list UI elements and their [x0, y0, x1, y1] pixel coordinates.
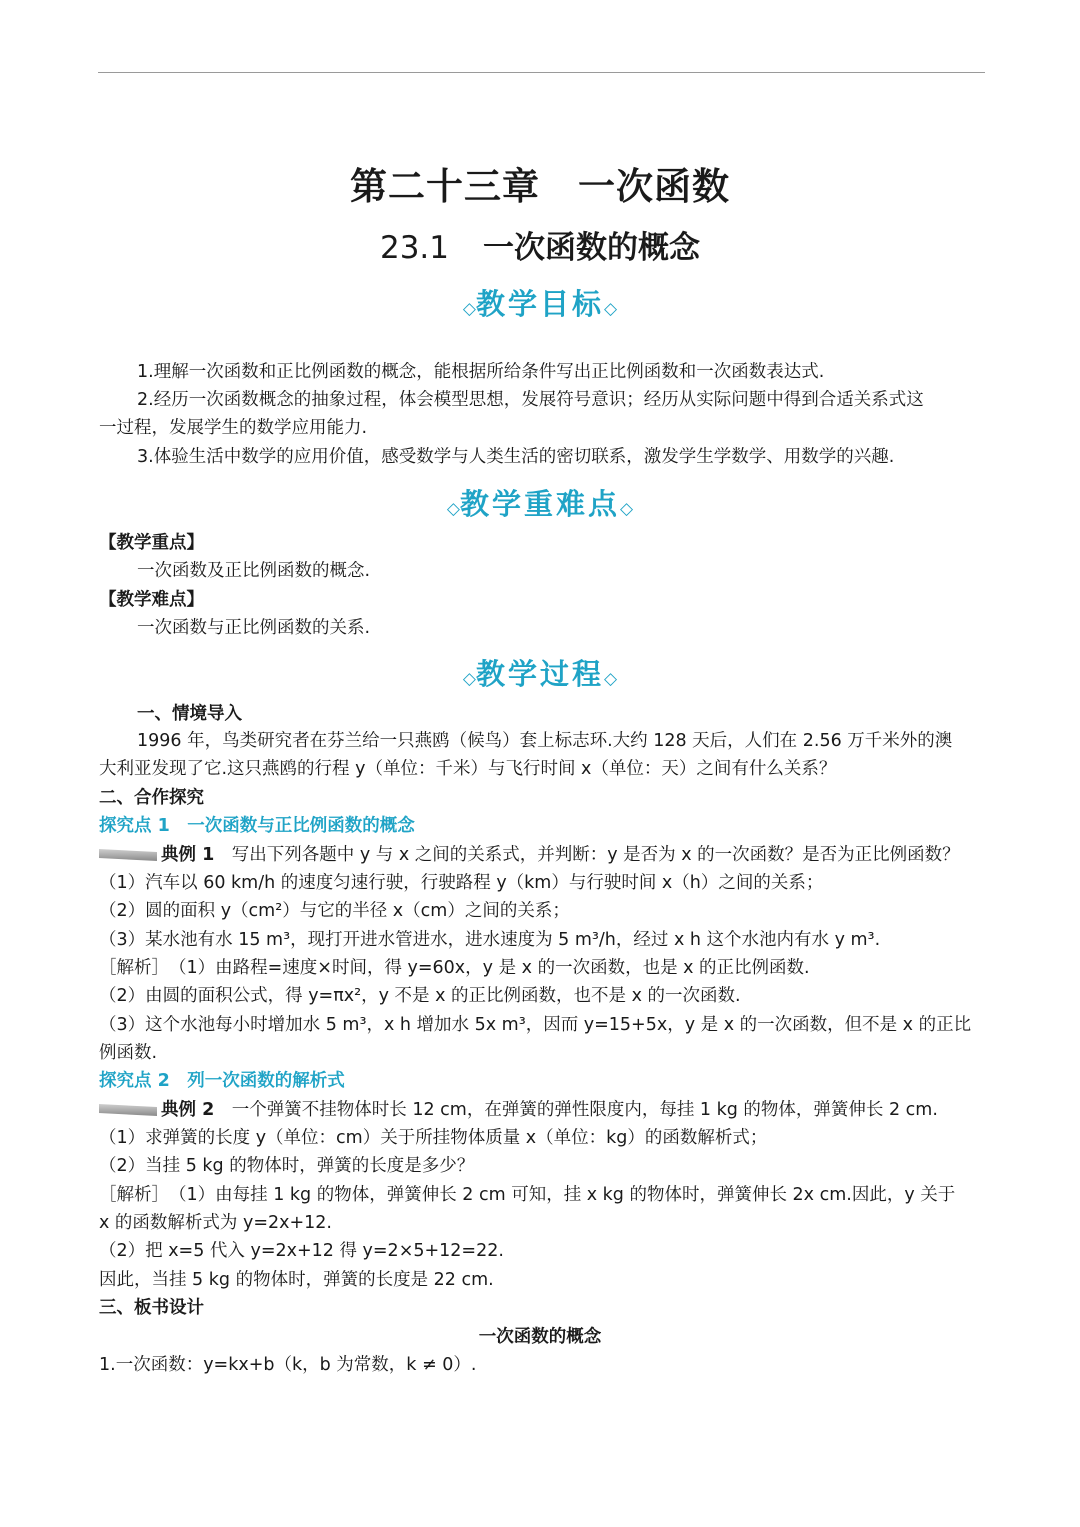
- diamond-icon: ◇: [462, 669, 476, 689]
- diamond-icon: ◇: [446, 499, 460, 519]
- example1-solution-3: （3）这个水池每小时增加水 5 m³，x h 增加水 5x m³，因而 y=15+5x，y 是 x 的一次函数，但不是 x 的正比: [99, 1015, 972, 1035]
- key-point-text: 一次函数及正比例函数的概念.: [137, 561, 371, 581]
- example1-solution-2: （2）由圆的面积公式，得 y=πx²，y 不是 x 的正比例函数，也不是 x 的一次函数.: [99, 986, 741, 1006]
- header-rule: [98, 72, 985, 73]
- part1-line2: 大利亚发现了它.这只燕鸥的行程 y（单位：千米）与飞行时间 x（单位：天）之间有什么关系？: [99, 759, 837, 779]
- example1-solution-1: ［解析］ （1）由路程=速度×时间，得 y=60x，y 是 x 的一次函数，也是 x 的正比例函数.: [99, 958, 810, 978]
- section-name: 一次函数的概念: [483, 230, 701, 266]
- objective-3: 3.体验生活中数学的应用价值，感受数学与人类生活的密切联系，激发学生学数学、用数学的兴趣.: [137, 447, 895, 467]
- part1-heading: 一、情境导入: [137, 704, 242, 724]
- example1-line: [99, 841, 960, 869]
- objective-2: 2.经历一次函数概念的抽象过程，体会模型思想，发展符号意识；经历从实际问题中得到合适关系式这: [137, 390, 924, 410]
- example1-solution-4: 例函数.: [99, 1043, 158, 1063]
- heading-objectives-text: 教学目标: [475, 287, 604, 321]
- example1-item-1: （1）汽车以 60 km/h 的速度匀速行驶，行驶路程 y（km）与行驶时间 x（h）之间的关系；: [99, 873, 824, 893]
- example1-item-3: （3）某水池有水 15 m³，现打开进水管进水，进水速度为 5 m³/h，经过 x h 这个水池内有水 y m³.: [99, 930, 881, 950]
- board-line-1: 1.一次函数：y=kx+b（k，b 为常数，k ≠ 0）.: [99, 1355, 477, 1375]
- heading-process-text: 教学过程: [475, 657, 604, 691]
- section-number: 23.1: [379, 230, 450, 266]
- chapter-title: 第二十三章 一次函数: [350, 165, 730, 208]
- heading-process: [0, 652, 1080, 693]
- board-title: 一次函数的概念: [478, 1327, 602, 1347]
- example2-label: 典例 2: [161, 1100, 215, 1120]
- heading-objectives: [0, 282, 1080, 323]
- example2-solution-1: ［解析］ （1）由每挂 1 kg 的物体，弹簧伸长 2 cm 可知，挂 x kg 的物体时，弹簧伸长 2x cm.因此，y 关于: [99, 1185, 956, 1205]
- example1-text: 写出下列各题中 y 与 x 之间的关系式，并判断：y 是否为 x 的一次函数？是否为正比例函数？: [231, 845, 960, 865]
- part1-line1: 1996 年，鸟类研究者在芬兰给一只燕鸥（候鸟）套上标志环.大约 128 天后，人们在 2.56 万千米外的澳: [137, 731, 953, 751]
- difficulty-label: 【教学难点】: [99, 590, 204, 610]
- example1-label: 典例 1: [161, 845, 215, 865]
- example2-solution-4: 因此，当挂 5 kg 的物体时，弹簧的长度是 22 cm.: [99, 1270, 494, 1290]
- example-marker-icon: [99, 849, 157, 861]
- example2-solution-3: （2）把 x=5 代入 y=2x+12 得 y=2×5+12=22.: [99, 1241, 504, 1261]
- example2-item-2: （2）当挂 5 kg 的物体时，弹簧的长度是多少？: [99, 1156, 475, 1176]
- heading-key-points: [0, 482, 1080, 523]
- heading-key-points-text: 教学重难点: [459, 487, 620, 521]
- objective-2-cont: 一过程，发展学生的数学应用能力.: [99, 418, 368, 438]
- section-title: [0, 222, 1080, 267]
- diamond-icon: ◇: [620, 499, 634, 519]
- example2-item-1: （1）求弹簧的长度 y（单位：cm）关于所挂物体质量 x（单位：kg）的函数解析式；: [99, 1128, 768, 1148]
- diamond-icon: ◇: [604, 299, 618, 319]
- key-point-label: 【教学重点】: [99, 533, 204, 553]
- part2-heading: 二、合作探究: [99, 788, 204, 808]
- example2-text: 一个弹簧不挂物体时长 12 cm，在弹簧的弹性限度内，每挂 1 kg 的物体，弹簧伸长 2 cm.: [231, 1100, 938, 1120]
- example2-line: [99, 1096, 938, 1124]
- example1-item-2: （2）圆的面积 y（cm²）与它的半径 x（cm）之间的关系；: [99, 901, 570, 921]
- part3-heading: 三、板书设计: [99, 1298, 204, 1318]
- probe1-heading: 探究点 1 一次函数与正比例函数的概念: [99, 816, 415, 836]
- probe2-heading: 探究点 2 列一次函数的解析式: [99, 1071, 345, 1091]
- diamond-icon: ◇: [604, 669, 618, 689]
- example-marker-icon: [99, 1104, 157, 1116]
- difficulty-text: 一次函数与正比例函数的关系.: [137, 618, 371, 638]
- objective-1: 1.理解一次函数和正比例函数的概念，能根据所给条件写出正比例函数和一次函数表达式.: [137, 362, 825, 382]
- example2-solution-2: x 的函数解析式为 y=2x+12.: [99, 1213, 332, 1233]
- diamond-icon: ◇: [462, 299, 476, 319]
